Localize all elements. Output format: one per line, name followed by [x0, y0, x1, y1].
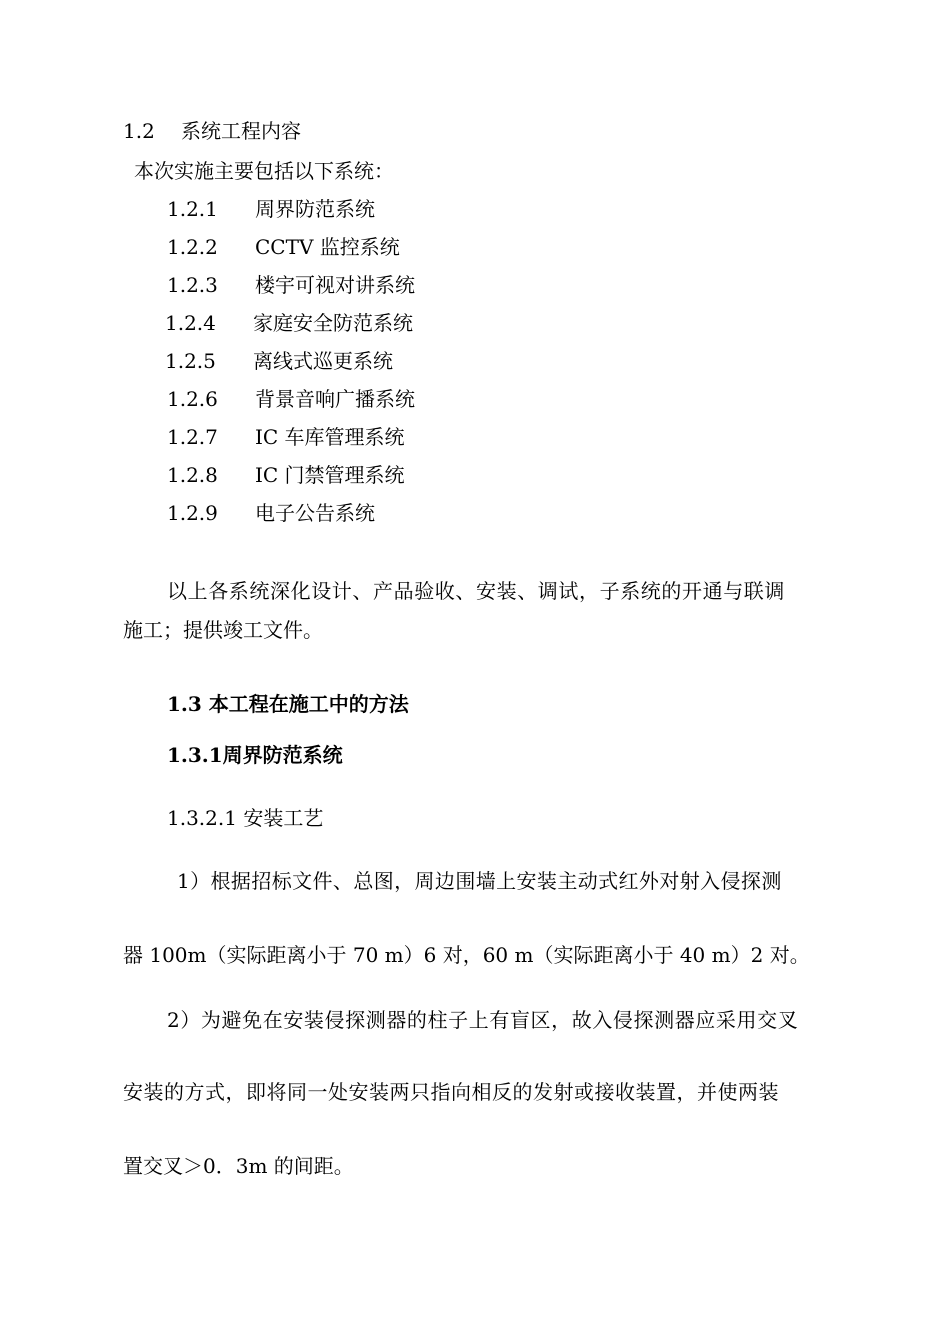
section-number: 1.2	[123, 119, 155, 143]
paragraph-line: 1）根据招标文件、总图，周边围墙上安装主动式红外对射入侵探测	[177, 869, 782, 893]
list-item-text: IC 门禁管理系统	[255, 463, 405, 487]
list-item	[165, 310, 413, 336]
section-heading-1-3: 1.3 本工程在施工中的方法	[167, 692, 409, 716]
list-item-number: 1.2.2	[167, 235, 218, 259]
list-item-number: 1.2.9	[167, 501, 218, 525]
list-item-number: 1.2.3	[167, 273, 218, 297]
list-item-text: 电子公告系统	[255, 501, 375, 525]
paragraph-line: 置交叉＞0．3m 的间距。	[123, 1154, 354, 1178]
subsection-heading-1-3-1: 1.3.1周界防范系统	[167, 743, 343, 767]
paragraph-line: 安装的方式，即将同一处安装两只指向相反的发射或接收装置，并使两装	[123, 1080, 779, 1104]
list-item	[167, 424, 405, 450]
subsubsection-heading: 1.3.2.1 安装工艺	[167, 806, 324, 830]
list-item	[167, 462, 405, 488]
list-item	[167, 234, 400, 260]
list-item	[167, 196, 375, 222]
list-item	[165, 348, 393, 374]
list-item-number: 1.2.1	[167, 197, 218, 221]
list-item-number: 1.2.5	[165, 349, 216, 373]
list-item-number: 1.2.6	[167, 387, 218, 411]
list-item	[167, 500, 375, 526]
section-title-1-2	[123, 118, 301, 144]
list-item-text: 离线式巡更系统	[253, 349, 393, 373]
list-item-text: 背景音响广播系统	[255, 387, 415, 411]
list-item-number: 1.2.7	[167, 425, 218, 449]
list-item-number: 1.2.4	[165, 311, 216, 335]
summary-line: 施工；提供竣工文件。	[123, 618, 323, 642]
summary-line: 以上各系统深化设计、产品验收、安装、调试，子系统的开通与联调	[167, 579, 785, 603]
intro-text: 本次实施主要包括以下系统：	[134, 159, 394, 183]
list-item-text: CCTV 监控系统	[255, 235, 400, 259]
list-item-number: 1.2.8	[167, 463, 218, 487]
section-title-text: 系统工程内容	[181, 119, 301, 143]
paragraph-line: 器 100m（实际距离小于 70 m）6 对，60 m（实际距离小于 40 m）2 对。	[123, 943, 810, 967]
list-item-text: 楼宇可视对讲系统	[255, 273, 415, 297]
list-item	[167, 272, 415, 298]
paragraph-line: 2）为避免在安装侵探测器的柱子上有盲区，故入侵探测器应采用交叉	[167, 1008, 799, 1032]
list-item-text: 周界防范系统	[255, 197, 375, 221]
list-item	[167, 386, 415, 412]
list-item-text: 家庭安全防范系统	[253, 311, 413, 335]
list-item-text: IC 车库管理系统	[255, 425, 405, 449]
